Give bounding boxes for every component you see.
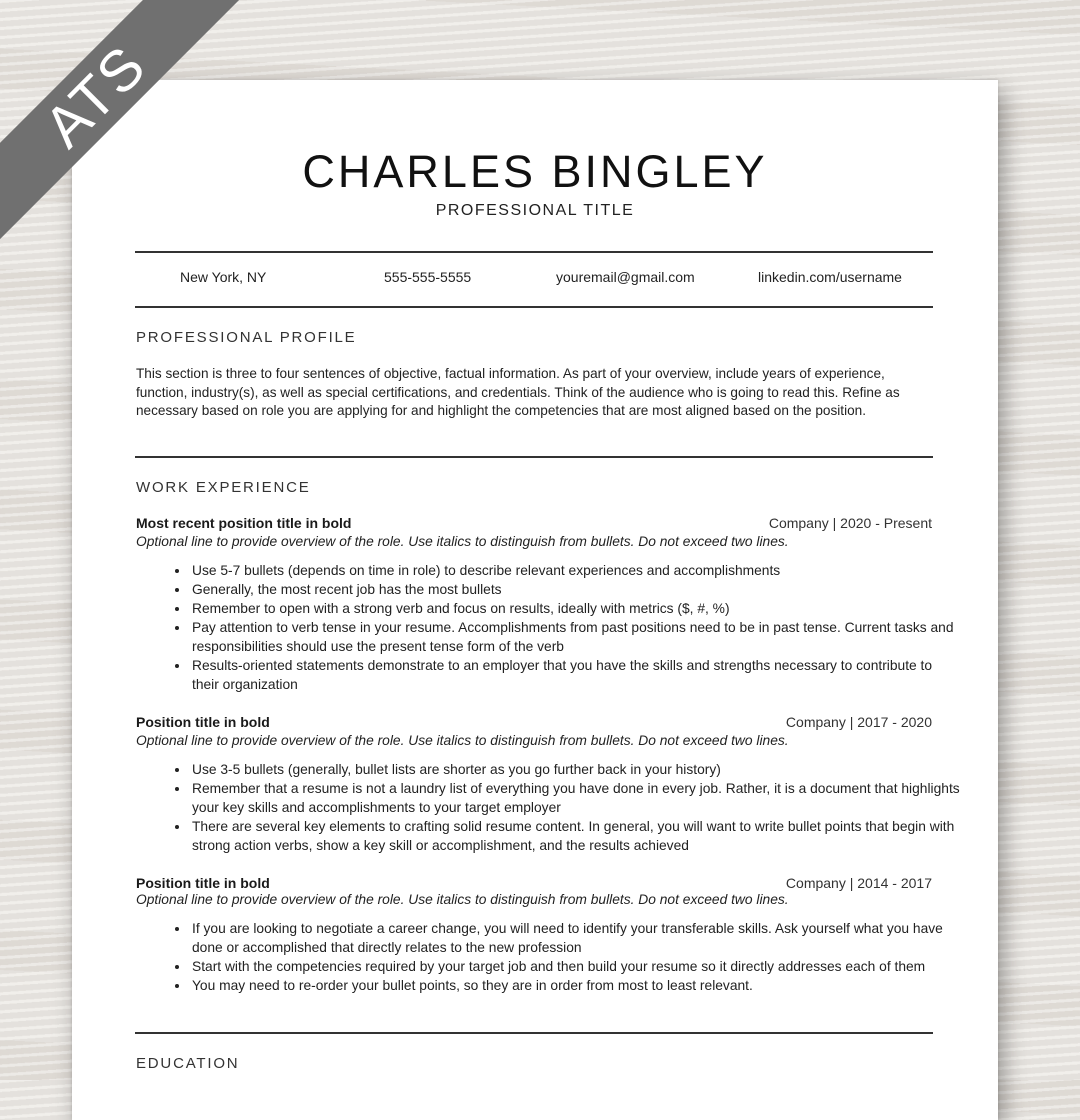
job-bullets [164, 561, 960, 694]
job-overview: Optional line to provide overview of the role. Use italics to distinguish from bullets. Do not exceed two lines. [136, 534, 789, 549]
job-header [136, 875, 932, 893]
job-overview: Optional line to provide overview of the role. Use italics to distinguish from bullets. Do not exceed two lines. [136, 892, 789, 907]
bullet-item: • Results-oriented statements demonstrate to an employer that you have the skills and strengths necessary to contribute to their organization [190, 656, 960, 694]
job-company-dates: Company | 2017 - 2020 [785, 714, 932, 730]
bullet-item: • If you are looking to negotiate a career change, you will need to identify your transferable skills. Ask yourself what you have done or accomplished that directly relates to the new profession [190, 919, 960, 957]
job-overview: Optional line to provide overview of the role. Use italics to distinguish from bullets. Do not exceed two lines. [136, 733, 789, 748]
bullet-item: • Pay attention to verb tense in your resume. Accomplishments from past positions need to be in past tense. Current tasks and responsibilities should use the present tense form of the verb [190, 618, 960, 656]
bullet-item: • You may need to re-order your bullet points, so they are in order from most to least relevant. [190, 976, 960, 995]
professional-title: PROFESSIONAL TITLE [435, 202, 635, 219]
job-title: Most recent position title in bold [136, 515, 352, 531]
job-header [136, 515, 932, 533]
job-company-dates: Company | 2020 - Present [768, 515, 932, 531]
section-heading-profile: PROFESSIONAL PROFILE [136, 329, 357, 346]
bullet-item: • Generally, the most recent job has the most bullets [190, 580, 960, 599]
job-title: Position title in bold [136, 714, 270, 730]
bullet-item: • Use 5-7 bullets (depends on time in role) to describe relevant experiences and accomplishments [190, 561, 960, 580]
resume-page [72, 80, 998, 1120]
divider [135, 1032, 933, 1034]
contact-location: New York, NY [180, 269, 267, 285]
ats-label: ATS [31, 32, 159, 160]
divider [135, 306, 933, 308]
job-bullets [164, 919, 960, 995]
job-bullets [164, 760, 960, 855]
job-company-dates: Company | 2014 - 2017 [785, 875, 932, 891]
section-heading-work: WORK EXPERIENCE [136, 479, 311, 496]
contact-phone: 555-555-5555 [384, 269, 472, 285]
profile-text: This section is three to four sentences of objective, factual information. As part of your overview, include years of experience, function, industry(s), as well as special certifications, and credentials. Think of the audience who is going to read this. Refine as necessary based on role you are applying for and highlight the competencies that are most aligned based on the position. [136, 366, 900, 418]
job-header [136, 714, 932, 732]
bullet-item: • Remember to open with a strong verb and focus on results, ideally with metrics ($, #, %) [190, 599, 960, 618]
bullet-item: • Use 3-5 bullets (generally, bullet lists are shorter as you go further back in your history) [190, 760, 960, 779]
divider [135, 251, 933, 253]
bullet-item: • There are several key elements to crafting solid resume content. In general, you will want to write bullet points that begin with strong action verbs, show a key skill or accomplishment, and the results achieved [190, 817, 960, 855]
candidate-name: CHARLES BINGLEY [302, 146, 768, 197]
contact-linkedin: linkedin.com/username [758, 269, 902, 285]
contact-bar [135, 269, 933, 289]
bullet-item: • Remember that a resume is not a laundry list of everything you have done in every job. Rather, it is a document that highlights your key skills and accomplishments to your target employer [190, 779, 960, 817]
job-title: Position title in bold [136, 875, 270, 891]
contact-email: youremail@gmail.com [556, 269, 695, 285]
bullet-item: • Start with the competencies required by your target job and then build your resume so it directly addresses each of them [190, 957, 960, 976]
divider [135, 456, 933, 458]
section-heading-education: EDUCATION [136, 1055, 240, 1072]
